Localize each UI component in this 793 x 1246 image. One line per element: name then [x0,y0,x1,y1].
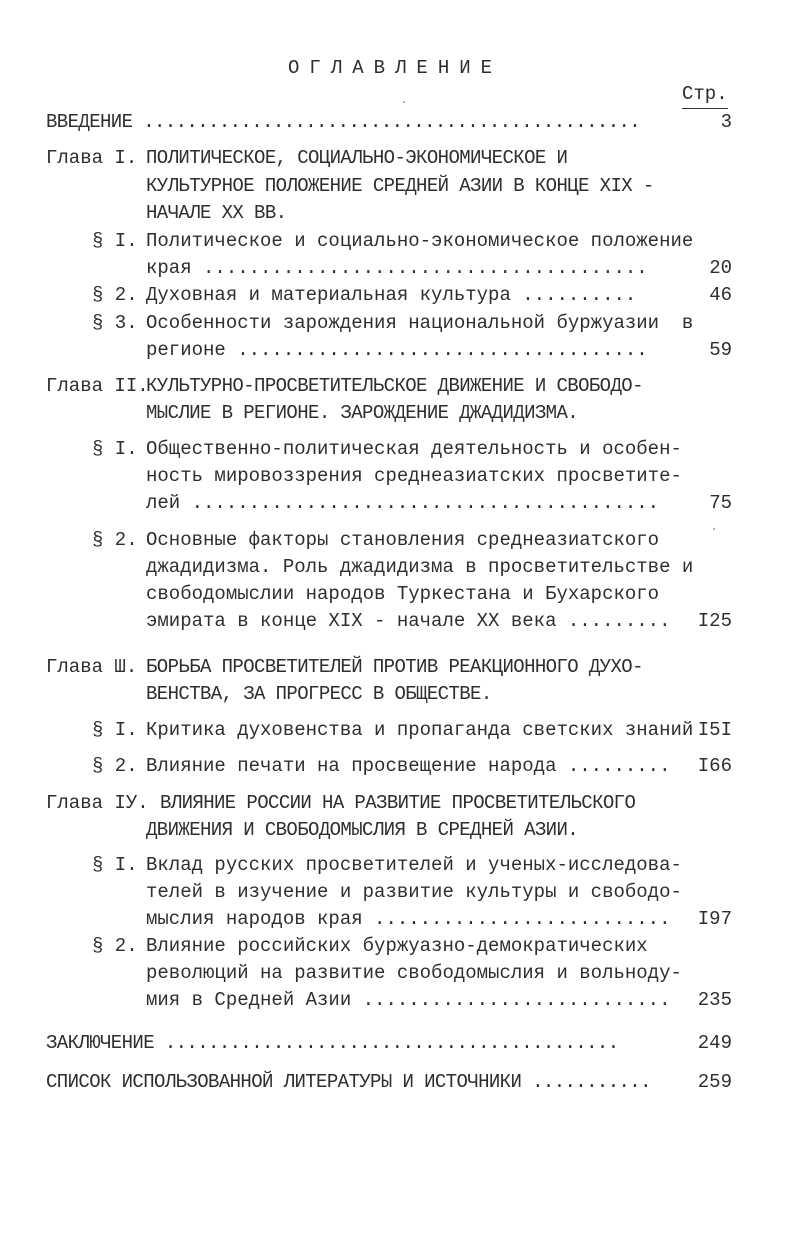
section-1-1-page: 20 [709,257,732,279]
section-3-1-page: I5I [697,719,732,741]
section-4-2-symbol: § 2. [92,935,138,957]
section-3-1-line-1: Критика духовенства и пропаганда светских знаний [146,719,694,741]
chapter-3-title-line-1: БОРЬБА ПРОСВЕТИТЕЛЕЙ ПРОТИВ РЕАКЦИОННОГО ДУХО- [146,656,643,678]
section-2-2-line-1: Основные факторы становления среднеазиатского [146,529,660,551]
chapter-4-title-line-1: ВЛИЯНИЕ РОССИИ НА РАЗВИТИЕ ПРОСВЕТИТЕЛЬСКОГО [160,792,636,814]
chapter-3-label: Глава Ш. [46,656,138,678]
section-4-1-page: I97 [697,908,732,930]
section-4-2-line-3: мия в Средней Азии ........................... [146,989,671,1011]
section-1-3-page: 59 [709,339,732,361]
toc-references-page: 259 [697,1071,732,1093]
section-2-1-symbol: § I. [92,438,138,460]
section-4-2-line-1: Влияние российских буржуазно-демократических [146,935,648,957]
section-2-2-line-2: джадидизма. Роль джадидизма в просветительстве и [146,556,694,578]
toc-intro-page: 3 [720,111,732,133]
chapter-4-title-line-2: ДВИЖЕНИЯ И СВОБОДОМЫСЛИЯ В СРЕДНЕЙ АЗИИ. [146,819,579,841]
chapter-1-title-line-3: НАЧАЛЕ XX ВВ. [146,202,287,224]
section-3-2-page: I66 [697,755,732,777]
section-2-1-line-3: лей ......................................... [146,492,660,514]
section-1-1-line-1: Политическое и социально-экономическое положение [146,230,694,252]
toc-conclusion-page: 249 [697,1032,732,1054]
chapter-1-title-line-2: КУЛЬТУРНОЕ ПОЛОЖЕНИЕ СРЕДНЕЙ АЗИИ В КОНЦЕ XIX - [146,175,654,197]
chapter-3-title-line-2: ВЕНСТВА, ЗА ПРОГРЕСС В ОБЩЕСТВЕ. [146,683,492,705]
section-4-2-page: 235 [697,989,732,1011]
chapter-2-title-line-2: МЫСЛИЕ В РЕГИОНЕ. ЗАРОЖДЕНИЕ ДЖАДИДИЗМА. [146,402,579,424]
chapter-2-title-line-1: КУЛЬТУРНО-ПРОСВЕТИТЕЛЬСКОЕ ДВИЖЕНИЕ И СВОБОДО- [146,375,643,397]
section-2-2-page: I25 [697,610,732,632]
chapter-4-label: Глава IУ. [46,792,149,814]
section-4-1-line-1: Вклад русских просветителей и ученых-исследова- [146,854,682,876]
section-4-2-line-2: революций на развитие свободомыслия и вольноду- [146,962,682,984]
chapter-1-label: Глава I. [46,147,138,169]
section-2-1-line-1: Общественно-политическая деятельность и особен- [146,438,682,460]
section-3-2-symbol: § 2. [92,755,138,777]
section-1-2-line-1: Духовная и материальная культура .......... [146,284,637,306]
section-2-1-line-2: ность мировоззрения среднеазиатских просветите- [146,465,682,487]
section-4-1-line-2: телей в изучение и развитие культуры и свободо- [146,881,682,903]
section-4-1-symbol: § I. [92,854,138,876]
page-title: ОГЛАВЛЕНИЕ [288,57,503,79]
section-2-2-line-4: эмирата в конце XIX - начале XX века ......... [146,610,671,632]
section-1-3-line-1: Особенности зарождения национальной буржуазии в [146,312,694,334]
section-2-2-line-3: свободомыслии народов Туркестана и Бухарского [146,583,660,605]
section-3-2-line-1: Влияние печати на просвещение народа ......... [146,755,671,777]
toc-conclusion-title: ЗАКЛЮЧЕНИЕ .......................................... [46,1032,619,1054]
toc-references-title: СПИСОК ИСПОЛЬЗОВАННОЙ ЛИТЕРАТУРЫ И ИСТОЧНИКИ ........... [46,1071,651,1093]
section-2-1-page: 75 [709,492,732,514]
page-column-header: Стр. [682,84,728,109]
chapter-2-label: Глава II. [46,375,149,397]
section-4-1-line-3: мыслия народов края .......................... [146,908,671,930]
section-1-2-symbol: § 2. [92,284,138,306]
section-2-2-symbol: § 2. [92,529,138,551]
section-3-1-symbol: § I. [92,719,138,741]
scan-speck [713,528,715,530]
section-1-2-page: 46 [709,284,732,306]
section-1-1-line-2: края ....................................... [146,257,648,279]
toc-intro-title: ВВЕДЕНИЕ .............................................. [46,111,641,133]
chapter-1-title-line-1: ПОЛИТИЧЕСКОЕ, СОЦИАЛЬНО-ЭКОНОМИЧЕСКОЕ И [146,147,568,169]
scan-speck [403,101,405,103]
section-1-3-symbol: § 3. [92,312,138,334]
section-1-3-line-2: регионе .................................... [146,339,648,361]
section-1-1-symbol: § I. [92,230,138,252]
